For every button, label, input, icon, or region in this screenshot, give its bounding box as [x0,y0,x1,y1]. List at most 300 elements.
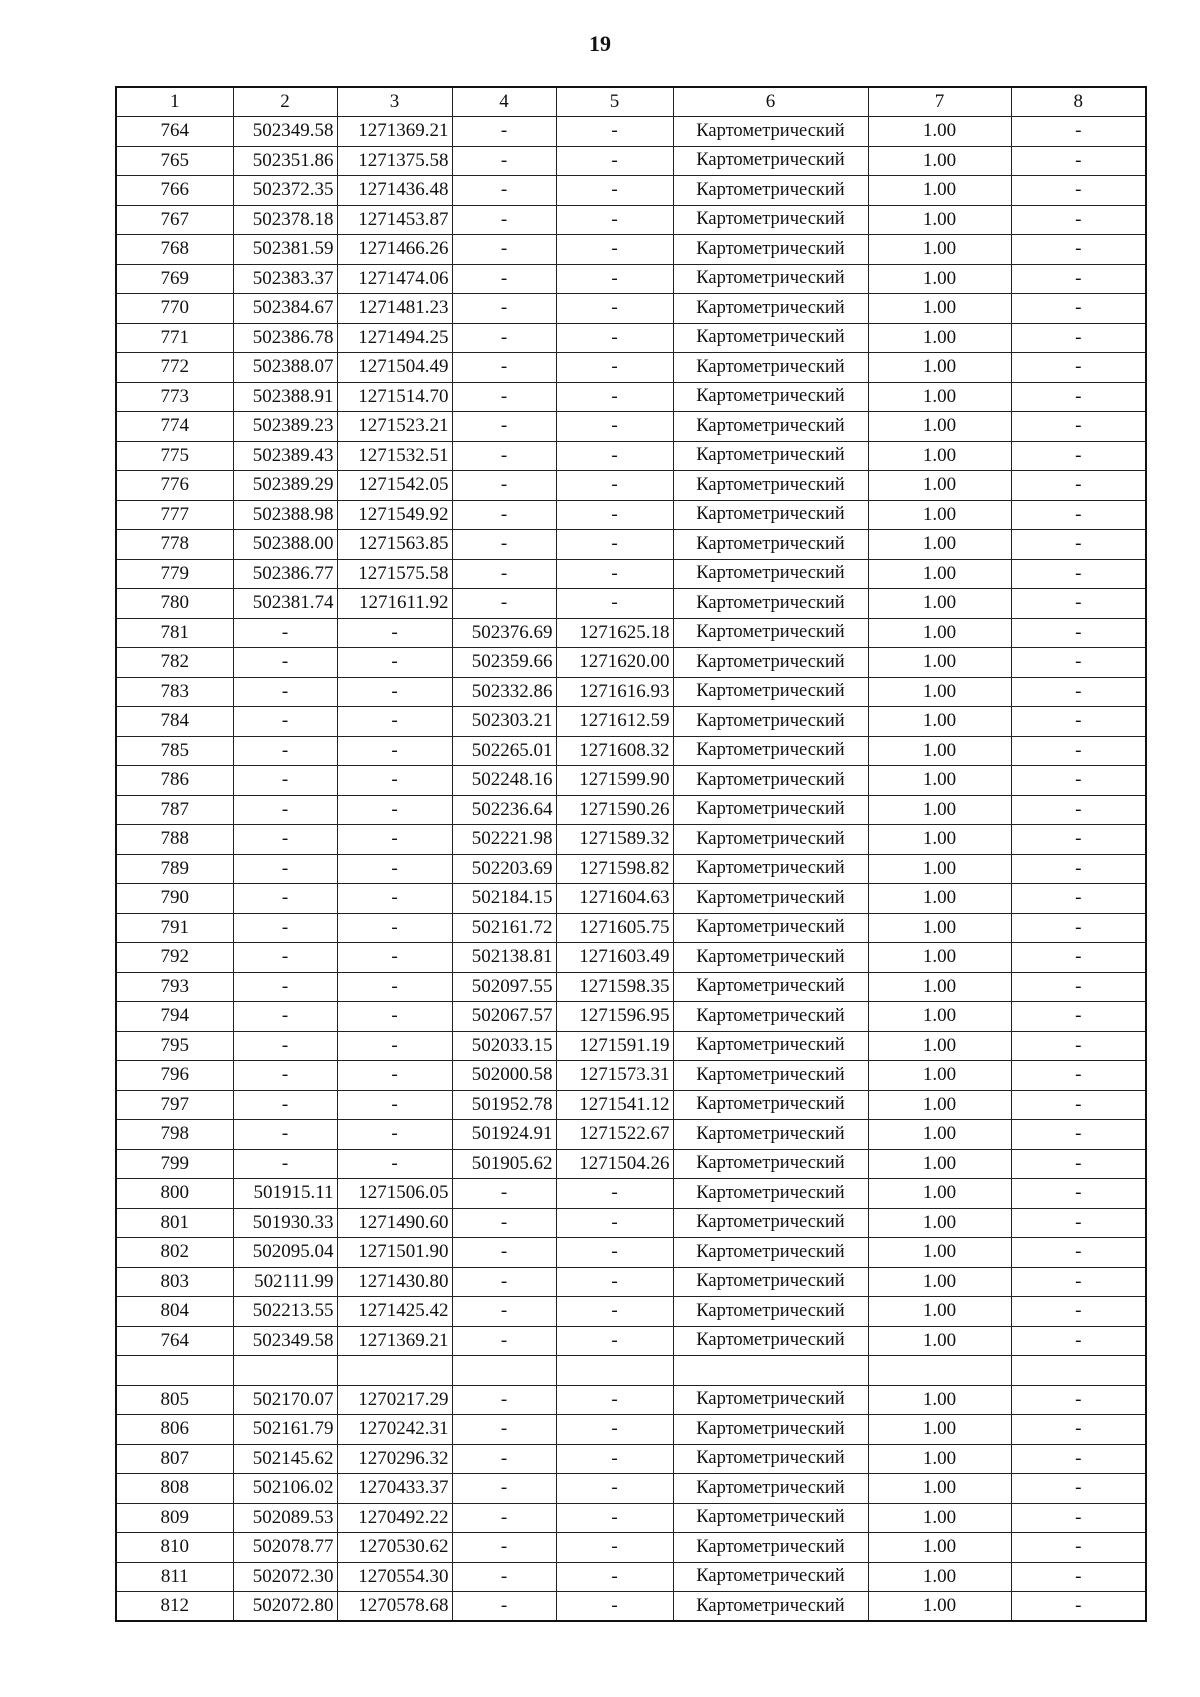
cell-method: Картометрический [673,648,868,678]
cell-coord-y: - [337,795,452,825]
cell-coord-x: - [233,766,337,796]
cell-coord-y: 1270554.30 [337,1562,452,1592]
cell-coord-x: - [233,677,337,707]
cell-coord-x: 502078.77 [233,1533,337,1563]
table-row [116,1503,1146,1533]
cell-coord-y: - [337,854,452,884]
cell-method: Картометрический [673,323,868,353]
cell-new-coord-x: 502303.21 [452,707,556,737]
cell-new-coord-x [452,1356,556,1386]
cell-point-number: 773 [116,382,233,412]
cell-new-coord-y: - [556,294,673,324]
cell-accuracy: 1.00 [868,1503,1011,1533]
cell-method: Картометрический [673,294,868,324]
cell-accuracy: 1.00 [868,943,1011,973]
cell-point-number: 778 [116,530,233,560]
cell-method: Картометрический [673,1444,868,1474]
cell-point-number: 798 [116,1120,233,1150]
cell-coord-y: 1271611.92 [337,589,452,619]
cell-new-coord-y: - [556,1238,673,1268]
cell-accuracy: 1.00 [868,530,1011,560]
cell-note: - [1011,235,1146,265]
cell-coord-x: 502383.37 [233,264,337,294]
cell-coord-y: - [337,913,452,943]
cell-new-coord-y: - [556,1562,673,1592]
cell-coord-x: 502161.79 [233,1415,337,1445]
cell-point-number: 804 [116,1297,233,1327]
cell-point-number: 784 [116,707,233,737]
cell-new-coord-y: 1271599.90 [556,766,673,796]
cell-accuracy: 1.00 [868,913,1011,943]
table-row [116,1002,1146,1032]
cell-accuracy: 1.00 [868,471,1011,501]
cell-note: - [1011,1474,1146,1504]
cell-accuracy: 1.00 [868,589,1011,619]
cell-new-coord-y: 1271589.32 [556,825,673,855]
cell-accuracy: 1.00 [868,1326,1011,1356]
cell-coord-x: 502389.23 [233,412,337,442]
cell-accuracy: 1.00 [868,205,1011,235]
cell-point-number: 781 [116,618,233,648]
table-row [116,1297,1146,1327]
cell-coord-x: 502072.80 [233,1592,337,1622]
cell-coord-y: 1271549.92 [337,500,452,530]
cell-coord-y: 1271453.87 [337,205,452,235]
cell-note: - [1011,618,1146,648]
cell-note: - [1011,736,1146,766]
cell-coord-y: 1270433.37 [337,1474,452,1504]
table-row [116,972,1146,1002]
cell-note: - [1011,412,1146,442]
cell-coord-x: 502089.53 [233,1503,337,1533]
cell-new-coord-y: - [556,441,673,471]
table-row [116,1120,1146,1150]
cell-note: - [1011,1238,1146,1268]
table-row [116,1592,1146,1622]
cell-accuracy: 1.00 [868,1208,1011,1238]
cell-new-coord-x: - [452,264,556,294]
cell-note: - [1011,146,1146,176]
cell-method: Картометрический [673,1297,868,1327]
table-row [116,618,1146,648]
cell-point-number: 790 [116,884,233,914]
cell-new-coord-y [556,1356,673,1386]
cell-accuracy: 1.00 [868,500,1011,530]
cell-note: - [1011,1090,1146,1120]
cell-note: - [1011,1061,1146,1091]
table-row [116,323,1146,353]
cell-new-coord-x: - [452,1208,556,1238]
cell-coord-x: 502378.18 [233,205,337,235]
cell-point-number: 808 [116,1474,233,1504]
cell-note: - [1011,677,1146,707]
cell-point-number: 800 [116,1179,233,1209]
cell-point-number: 787 [116,795,233,825]
cell-point-number: 806 [116,1415,233,1445]
cell-accuracy: 1.00 [868,1474,1011,1504]
cell-method: Картометрический [673,1385,868,1415]
cell-new-coord-y: 1271598.82 [556,854,673,884]
table-row [116,559,1146,589]
cell-point-number: 797 [116,1090,233,1120]
cell-accuracy: 1.00 [868,766,1011,796]
cell-coord-x: - [233,943,337,973]
cell-coord-y: - [337,972,452,1002]
cell-note: - [1011,1385,1146,1415]
cell-method: Картометрический [673,884,868,914]
cell-new-coord-y: 1271504.26 [556,1149,673,1179]
cell-new-coord-y: 1271604.63 [556,884,673,914]
cell-point-number: 770 [116,294,233,324]
column-header-4: 4 [452,87,556,117]
cell-accuracy: 1.00 [868,884,1011,914]
cell-note: - [1011,1002,1146,1032]
cell-point-number: 765 [116,146,233,176]
cell-method: Картометрический [673,766,868,796]
cell-new-coord-x: - [452,1385,556,1415]
cell-accuracy: 1.00 [868,353,1011,383]
cell-method: Картометрический [673,530,868,560]
cell-method: Картометрический [673,471,868,501]
cell-coord-y: - [337,1120,452,1150]
cell-new-coord-x: 502067.57 [452,1002,556,1032]
cell-coord-x: - [233,1031,337,1061]
column-header-8: 8 [1011,87,1146,117]
cell-coord-x: 502386.77 [233,559,337,589]
cell-new-coord-y: - [556,1503,673,1533]
cell-coord-y: - [337,884,452,914]
cell-accuracy [868,1356,1011,1386]
cell-accuracy: 1.00 [868,1061,1011,1091]
cell-note: - [1011,117,1146,147]
cell-accuracy: 1.00 [868,648,1011,678]
cell-note: - [1011,825,1146,855]
cell-accuracy: 1.00 [868,1031,1011,1061]
cell-note: - [1011,648,1146,678]
table-row [116,1208,1146,1238]
cell-method: Картометрический [673,1002,868,1032]
cell-new-coord-y: 1271591.19 [556,1031,673,1061]
cell-new-coord-y: - [556,589,673,619]
table-row [116,1415,1146,1445]
cell-new-coord-y: 1271620.00 [556,648,673,678]
table-row [116,854,1146,884]
table-row [116,1533,1146,1563]
table-row [116,1149,1146,1179]
cell-coord-y: - [337,1149,452,1179]
cell-note: - [1011,1149,1146,1179]
cell-new-coord-x: - [452,205,556,235]
table-row [116,1356,1146,1386]
cell-new-coord-x: 502184.15 [452,884,556,914]
cell-method: Картометрический [673,1415,868,1445]
cell-note: - [1011,205,1146,235]
cell-coord-y: - [337,618,452,648]
cell-coord-x: - [233,1149,337,1179]
cell-coord-x: - [233,825,337,855]
cell-coord-y: - [337,677,452,707]
cell-point-number: 794 [116,1002,233,1032]
cell-new-coord-x: - [452,235,556,265]
cell-new-coord-x: 501952.78 [452,1090,556,1120]
cell-method: Картометрический [673,1208,868,1238]
cell-coord-x: 502381.59 [233,235,337,265]
cell-note: - [1011,353,1146,383]
cell-method: Картометрический [673,1061,868,1091]
table-row [116,264,1146,294]
cell-note: - [1011,1297,1146,1327]
cell-method [673,1356,868,1386]
cell-coord-y: 1270296.32 [337,1444,452,1474]
cell-new-coord-x: 502097.55 [452,972,556,1002]
cell-new-coord-x: 502265.01 [452,736,556,766]
cell-method: Картометрический [673,559,868,589]
cell-point-number: 805 [116,1385,233,1415]
cell-method: Картометрический [673,1326,868,1356]
cell-new-coord-x: 502376.69 [452,618,556,648]
cell-new-coord-y: - [556,176,673,206]
cell-new-coord-y: - [556,146,673,176]
cell-point-number: 780 [116,589,233,619]
cell-method: Картометрический [673,1562,868,1592]
cell-new-coord-y: 1271590.26 [556,795,673,825]
cell-accuracy: 1.00 [868,412,1011,442]
cell-method: Картометрический [673,825,868,855]
table-row [116,677,1146,707]
cell-point-number: 782 [116,648,233,678]
table-row [116,471,1146,501]
cell-note: - [1011,1415,1146,1445]
cell-point-number: 766 [116,176,233,206]
cell-coord-x: 502389.29 [233,471,337,501]
table-row [116,648,1146,678]
cell-new-coord-x: 502236.64 [452,795,556,825]
column-header-2: 2 [233,87,337,117]
cell-accuracy: 1.00 [868,736,1011,766]
cell-accuracy: 1.00 [868,117,1011,147]
cell-coord-y: 1270217.29 [337,1385,452,1415]
cell-accuracy: 1.00 [868,1267,1011,1297]
cell-new-coord-y: - [556,323,673,353]
cell-coord-y: 1271514.70 [337,382,452,412]
table-header-row [116,87,1146,117]
cell-point-number: 803 [116,1267,233,1297]
cell-new-coord-y: 1271612.59 [556,707,673,737]
cell-accuracy: 1.00 [868,1238,1011,1268]
cell-coord-y: 1271466.26 [337,235,452,265]
cell-coord-y: 1271501.90 [337,1238,452,1268]
cell-coord-y: - [337,825,452,855]
cell-point-number: 764 [116,1326,233,1356]
cell-coord-x: 502349.58 [233,1326,337,1356]
cell-coord-y: - [337,1061,452,1091]
cell-coord-y: - [337,1002,452,1032]
cell-coord-y: 1271506.05 [337,1179,452,1209]
cell-accuracy: 1.00 [868,707,1011,737]
cell-point-number: 809 [116,1503,233,1533]
cell-accuracy: 1.00 [868,1002,1011,1032]
cell-accuracy: 1.00 [868,1179,1011,1209]
cell-note: - [1011,972,1146,1002]
cell-new-coord-y: - [556,353,673,383]
cell-new-coord-x: 502359.66 [452,648,556,678]
cell-new-coord-y: - [556,559,673,589]
cell-coord-y: 1271369.21 [337,1326,452,1356]
cell-accuracy: 1.00 [868,1562,1011,1592]
cell-new-coord-x: 501905.62 [452,1149,556,1179]
cell-method: Картометрический [673,1149,868,1179]
cell-coord-x: 502170.07 [233,1385,337,1415]
cell-accuracy: 1.00 [868,795,1011,825]
cell-new-coord-y: - [556,412,673,442]
cell-new-coord-y: 1271598.35 [556,972,673,1002]
cell-coord-x: - [233,618,337,648]
table-row [116,1090,1146,1120]
cell-method: Картометрический [673,353,868,383]
cell-new-coord-y: - [556,205,673,235]
cell-new-coord-y: - [556,1208,673,1238]
cell-accuracy: 1.00 [868,677,1011,707]
cell-note: - [1011,589,1146,619]
cell-note: - [1011,1533,1146,1563]
cell-new-coord-x: - [452,146,556,176]
cell-coord-x: 502388.07 [233,353,337,383]
table-row [116,412,1146,442]
cell-new-coord-y: - [556,235,673,265]
cell-coord-x: - [233,648,337,678]
cell-coord-x: 502388.98 [233,500,337,530]
cell-note: - [1011,943,1146,973]
cell-method: Картометрический [673,235,868,265]
cell-accuracy: 1.00 [868,1533,1011,1563]
table-row [116,117,1146,147]
cell-point-number [116,1356,233,1386]
cell-coord-y: - [337,736,452,766]
cell-coord-y: 1271369.21 [337,117,452,147]
cell-accuracy: 1.00 [868,1090,1011,1120]
cell-note: - [1011,1120,1146,1150]
cell-new-coord-x: - [452,412,556,442]
cell-coord-y: 1271375.58 [337,146,452,176]
cell-new-coord-y: 1271616.93 [556,677,673,707]
cell-note [1011,1356,1146,1386]
cell-coord-y: 1271481.23 [337,294,452,324]
cell-method: Картометрический [673,677,868,707]
cell-accuracy: 1.00 [868,972,1011,1002]
cell-method: Картометрический [673,943,868,973]
cell-new-coord-x: - [452,1533,556,1563]
table-row [116,1474,1146,1504]
cell-point-number: 779 [116,559,233,589]
cell-point-number: 774 [116,412,233,442]
cell-accuracy: 1.00 [868,294,1011,324]
cell-new-coord-y: - [556,1385,673,1415]
cell-coord-x: - [233,707,337,737]
cell-point-number: 795 [116,1031,233,1061]
cell-new-coord-x: - [452,471,556,501]
cell-new-coord-y: - [556,1297,673,1327]
cell-coord-y: 1270578.68 [337,1592,452,1622]
cell-coord-x: 502349.58 [233,117,337,147]
cell-coord-x: 502384.67 [233,294,337,324]
column-header-3: 3 [337,87,452,117]
cell-method: Картометрический [673,146,868,176]
cell-new-coord-x: - [452,500,556,530]
cell-new-coord-x: - [452,117,556,147]
cell-coord-y: 1271575.58 [337,559,452,589]
cell-note: - [1011,766,1146,796]
cell-point-number: 811 [116,1562,233,1592]
cell-note: - [1011,1179,1146,1209]
cell-point-number: 789 [116,854,233,884]
cell-method: Картометрический [673,264,868,294]
column-header-6: 6 [673,87,868,117]
cell-new-coord-y: 1271603.49 [556,943,673,973]
cell-method: Картометрический [673,589,868,619]
cell-accuracy: 1.00 [868,1592,1011,1622]
cell-coord-x: 502111.99 [233,1267,337,1297]
cell-accuracy: 1.00 [868,618,1011,648]
cell-new-coord-y: - [556,1533,673,1563]
cell-coord-y: - [337,943,452,973]
cell-note: - [1011,530,1146,560]
cell-note: - [1011,1208,1146,1238]
cell-point-number: 775 [116,441,233,471]
cell-method: Картометрический [673,412,868,442]
cell-method: Картометрический [673,1120,868,1150]
cell-note: - [1011,884,1146,914]
cell-coord-y: 1271494.25 [337,323,452,353]
cell-point-number: 792 [116,943,233,973]
cell-method: Картометрический [673,500,868,530]
cell-new-coord-x: - [452,1326,556,1356]
cell-coord-x: 502381.74 [233,589,337,619]
cell-accuracy: 1.00 [868,441,1011,471]
table-row [116,707,1146,737]
cell-point-number: 764 [116,117,233,147]
cell-method: Картометрический [673,618,868,648]
cell-accuracy: 1.00 [868,1120,1011,1150]
table-row [116,1385,1146,1415]
cell-method: Картометрический [673,854,868,884]
cell-new-coord-x: 502000.58 [452,1061,556,1091]
cell-coord-x: 502095.04 [233,1238,337,1268]
cell-coord-x: 502351.86 [233,146,337,176]
cell-new-coord-x: 501924.91 [452,1120,556,1150]
cell-new-coord-x: - [452,1297,556,1327]
cell-coord-x: 502213.55 [233,1297,337,1327]
cell-coord-y: 1271563.85 [337,530,452,560]
cell-method: Картометрический [673,1179,868,1209]
cell-coord-y: - [337,1090,452,1120]
cell-method: Картометрический [673,1592,868,1622]
cell-note: - [1011,1326,1146,1356]
cell-coord-x: - [233,795,337,825]
cell-new-coord-y: - [556,500,673,530]
cell-point-number: 788 [116,825,233,855]
table-row [116,795,1146,825]
cell-coord-x: 502388.00 [233,530,337,560]
cell-coord-x: 501930.33 [233,1208,337,1238]
cell-new-coord-x: - [452,1474,556,1504]
cell-new-coord-y: - [556,1592,673,1622]
cell-new-coord-x: 502138.81 [452,943,556,973]
cell-method: Картометрический [673,441,868,471]
cell-point-number: 769 [116,264,233,294]
page-number: 19 [589,31,611,56]
cell-note: - [1011,1444,1146,1474]
table-row [116,382,1146,412]
